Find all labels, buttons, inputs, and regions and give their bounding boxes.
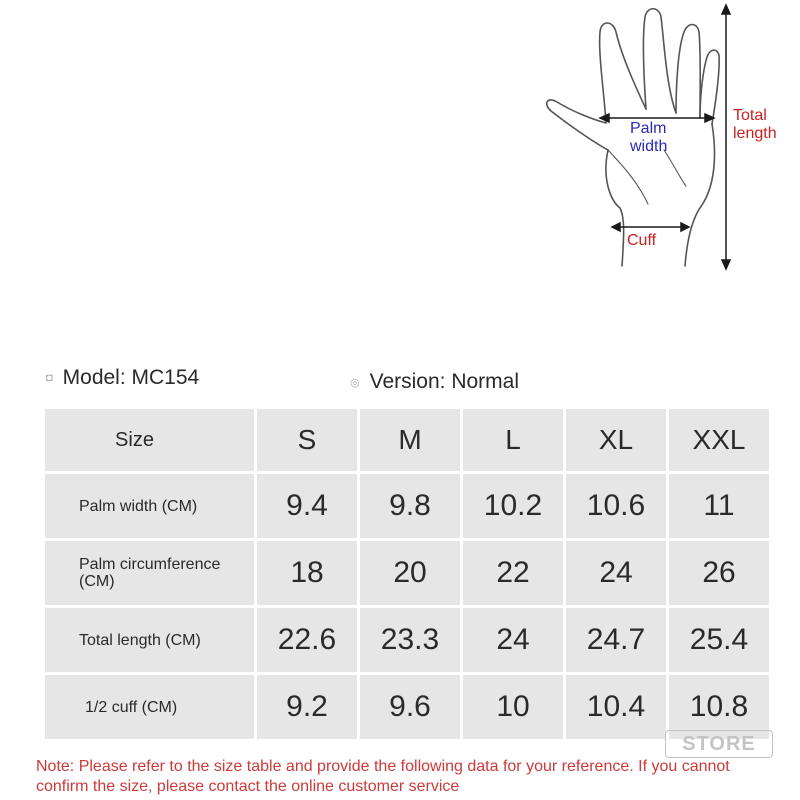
table-cell: 24 [462, 607, 565, 674]
table-cell: 9.4 [256, 473, 359, 540]
palm-width-label: Palm width [630, 120, 668, 155]
model-label: Model: MC154 [62, 366, 200, 389]
table-cell: 10.8 [668, 674, 771, 741]
hand-measurement-diagram [540, 0, 800, 275]
table-cell: 25.4 [668, 607, 771, 674]
table-cell: 9.6 [359, 674, 462, 741]
size-header-cell: XXL [668, 408, 771, 473]
size-table [42, 406, 772, 742]
table-cell: 20 [359, 540, 462, 607]
store-watermark: STORE [665, 730, 773, 758]
cuff-label: Cuff [627, 232, 657, 249]
size-header-cell: S [256, 408, 359, 473]
table-row [44, 540, 771, 607]
bullet-icon: ◘ [46, 372, 53, 384]
table-cell: 10.4 [565, 674, 668, 741]
table-cell: 23.3 [359, 607, 462, 674]
table-cell: 26 [668, 540, 771, 607]
size-note: Note: Please refer to the size table and provide the following data for your reference. If you cannot confirm the size, please contact the online customer service [36, 758, 730, 795]
table-cell: 10.6 [565, 473, 668, 540]
table-cell: 9.8 [359, 473, 462, 540]
row-label: Palm width (CM) [44, 473, 256, 540]
table-cell: 24.7 [565, 607, 668, 674]
table-cell: 10.2 [462, 473, 565, 540]
version-info [350, 370, 519, 394]
total-length-label: Total length [733, 107, 777, 142]
size-header-cell: L [462, 408, 565, 473]
table-row [44, 607, 771, 674]
size-corner-label: Size [44, 408, 256, 473]
table-row [44, 473, 771, 540]
table-cell: 10 [462, 674, 565, 741]
table-cell: 18 [256, 540, 359, 607]
model-info [46, 366, 199, 390]
table-cell: 22 [462, 540, 565, 607]
table-cell: 9.2 [256, 674, 359, 741]
table-cell: 11 [668, 473, 771, 540]
row-label: Total length (CM) [44, 607, 256, 674]
bullet-icon: ◎ [350, 376, 360, 389]
size-header-row [44, 408, 771, 473]
size-header-cell: XL [565, 408, 668, 473]
table-cell: 24 [565, 540, 668, 607]
table-row [44, 674, 771, 741]
size-header-cell: M [359, 408, 462, 473]
row-label: Palm circumference (CM) [44, 540, 256, 607]
version-label: Version: Normal [369, 370, 519, 393]
row-label: 1/2 cuff (CM) [44, 674, 256, 741]
table-cell: 22.6 [256, 607, 359, 674]
